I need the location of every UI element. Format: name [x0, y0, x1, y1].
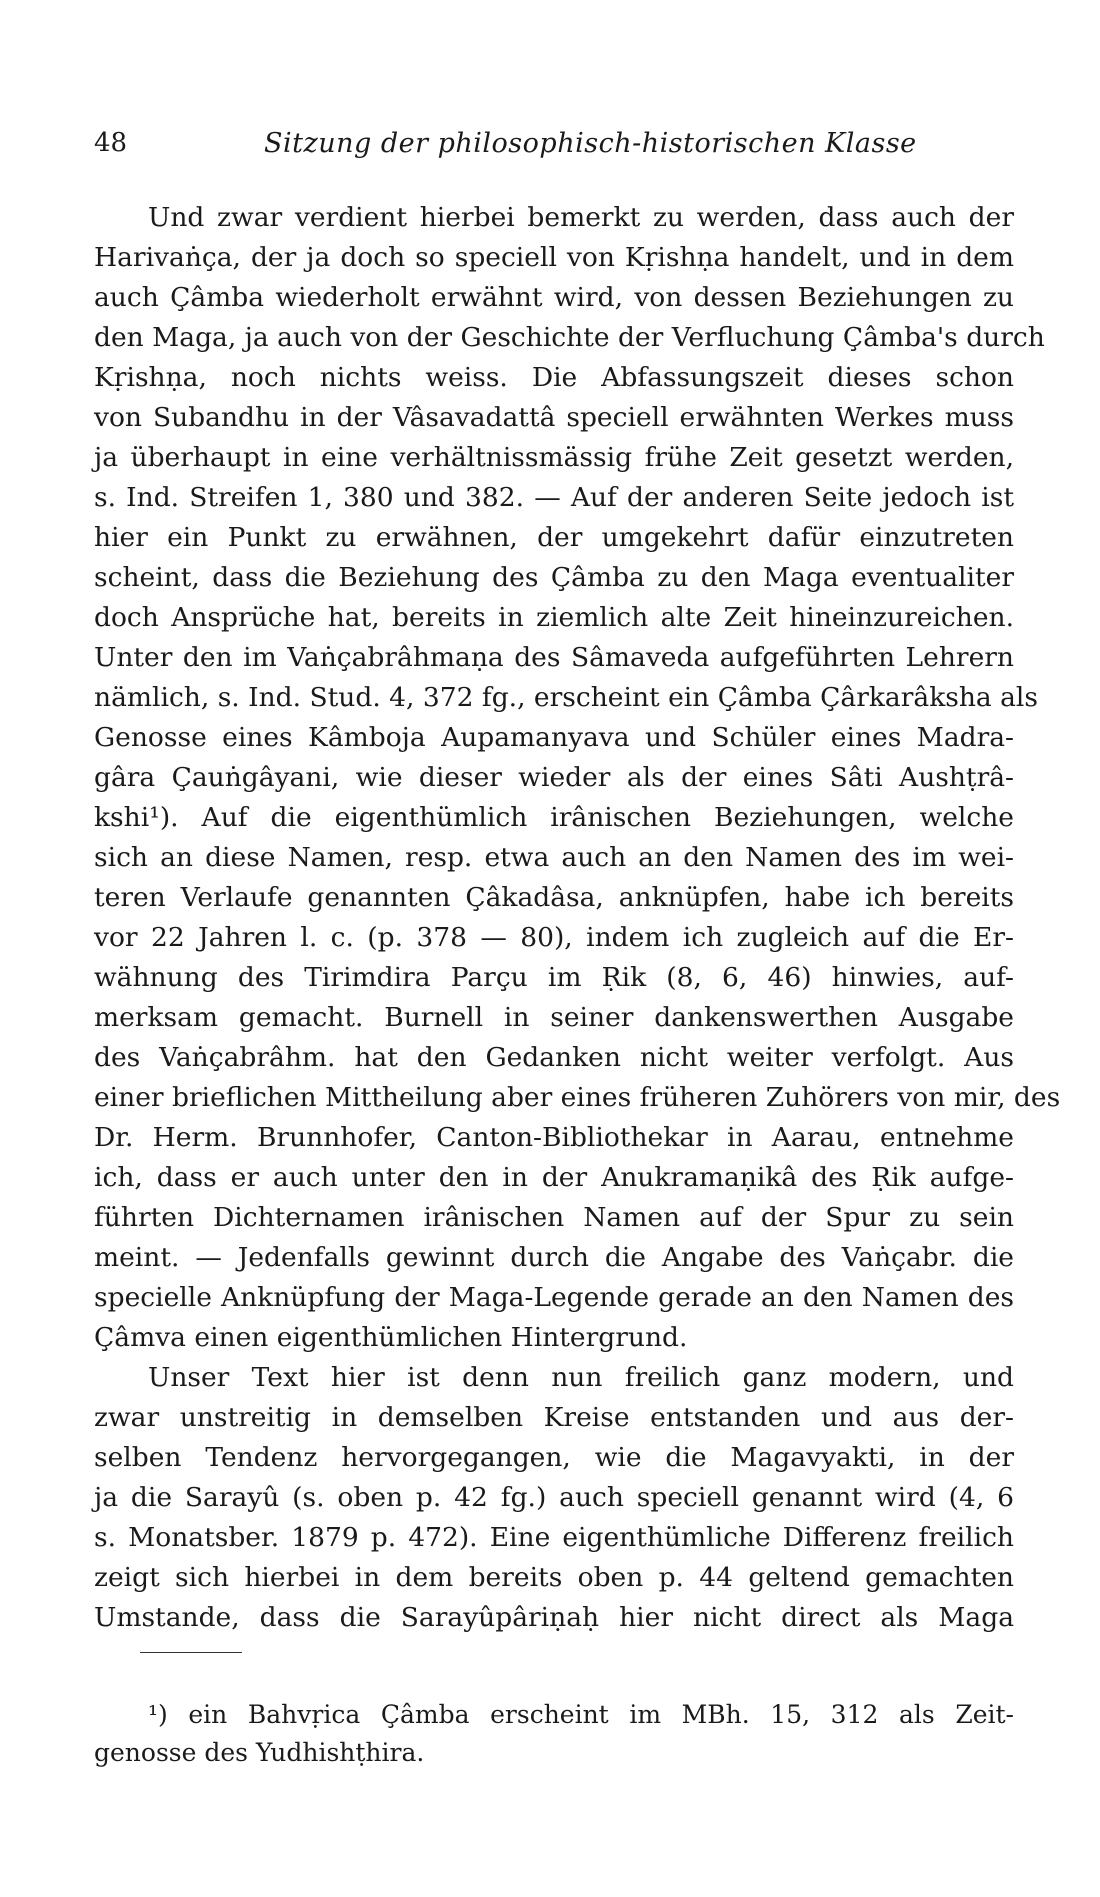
body-text	[94, 198, 1061, 1638]
text-line: Çâmva einen eigenthümlichen Hintergrund.	[94, 1322, 688, 1353]
text-line: teren Verlaufe genannten Çâkadâsa, anknüpfen, habe ich bereits	[94, 882, 1014, 913]
footnote-rule	[140, 1652, 242, 1653]
text-line: doch Ansprüche hat, bereits in ziemlich alte Zeit hineinzureichen.	[94, 602, 1014, 633]
footnote-line: genosse des Yudhishṭhira.	[94, 1738, 425, 1767]
text-line: den Maga, ja auch von der Geschichte der Verfluchung Çâmba's durch	[94, 322, 1045, 353]
text-line: auch Çâmba wiederholt erwähnt wird, von dessen Beziehungen zu	[94, 282, 1014, 313]
footnote-line: ¹) ein Bahvṛica Çâmba erscheint im MBh. 15, 312 als Zeit-	[148, 1700, 1014, 1729]
text-line: specielle Anknüpfung der Maga-Legende gerade an den Namen des	[94, 1282, 1014, 1313]
text-line: Genosse eines Kâmboja Aupamanyava und Schüler eines Madra-	[94, 722, 1014, 753]
text-line: hier ein Punkt zu erwähnen, der umgekehrt dafür einzutreten	[94, 522, 1014, 553]
text-line: kshi¹). Auf die eigenthümlich irânischen Beziehungen, welche	[94, 802, 1014, 833]
text-line: des Vaṅçabrâhm. hat den Gedanken nicht weiter verfolgt. Aus	[94, 1042, 1014, 1073]
text-line: zeigt sich hierbei in dem bereits oben p. 44 geltend gemachten	[94, 1562, 1014, 1593]
text-line: s. Ind. Streifen 1, 380 und 382. — Auf der anderen Seite jedoch ist	[94, 482, 1014, 513]
text-line: meint. — Jedenfalls gewinnt durch die Angabe des Vaṅçabr. die	[94, 1242, 1014, 1273]
text-line: Unter den im Vaṅçabrâhmaṇa des Sâmaveda aufgeführten Lehrern	[94, 642, 1014, 673]
text-line: einer brieflichen Mittheilung aber eines früheren Zuhörers von mir, des	[94, 1082, 1061, 1113]
footnotes	[94, 1696, 1014, 1772]
running-head: Sitzung der philosophisch-historischen Klasse	[264, 128, 917, 159]
page-header	[94, 128, 1014, 168]
text-line: Und zwar verdient hierbei bemerkt zu werden, dass auch der	[148, 202, 1014, 233]
text-line: führten Dichternamen irânischen Namen auf der Spur zu sein	[94, 1202, 1014, 1233]
text-line: Unser Text hier ist denn nun freilich ganz modern, und	[148, 1362, 1014, 1393]
text-line: nämlich, s. Ind. Stud. 4, 372 fg., erscheint ein Çâmba Çârkarâksha als	[94, 682, 1039, 713]
text-line: gâra Çauṅgâyani, wie dieser wieder als der eines Sâti Aushṭrâ-	[94, 762, 1014, 793]
text-line: zwar unstreitig in demselben Kreise entstanden und aus der-	[94, 1402, 1014, 1433]
text-line: Umstande, dass die Sarayûpâriṇaḥ hier nicht direct als Maga	[94, 1602, 1014, 1633]
text-line: vor 22 Jahren l. c. (p. 378 — 80), indem ich zugleich auf die Er-	[94, 922, 1014, 953]
text-line: ja überhaupt in eine verhältnissmässig frühe Zeit gesetzt werden,	[94, 442, 1014, 473]
text-line: scheint, dass die Beziehung des Çâmba zu den Maga eventualiter	[94, 562, 1014, 593]
page-number: 48	[94, 128, 128, 158]
text-line: s. Monatsber. 1879 p. 472). Eine eigenthümliche Differenz freilich	[94, 1522, 1014, 1553]
text-line: wähnung des Tirimdira Parçu im Ṛik (8, 6, 46) hinwies, auf-	[94, 962, 1014, 993]
text-line: von Subandhu in der Vâsavadattâ speciell erwähnten Werkes muss	[94, 402, 1014, 433]
text-line: Kṛishṇa, noch nichts weiss. Die Abfassungszeit dieses schon	[94, 362, 1014, 393]
text-line: sich an diese Namen, resp. etwa auch an den Namen des im wei-	[94, 842, 1014, 873]
text-line: selben Tendenz hervorgegangen, wie die Magavyakti, in der	[94, 1442, 1014, 1473]
text-line: ja die Sarayû (s. oben p. 42 fg.) auch speciell genannt wird (4, 6	[94, 1482, 1014, 1513]
text-line: Harivaṅça, der ja doch so speciell von Kṛishṇa handelt, und in dem	[94, 242, 1014, 273]
text-line: Dr. Herm. Brunnhofer, Canton-Bibliothekar in Aarau, entnehme	[94, 1122, 1014, 1153]
text-line: merksam gemacht. Burnell in seiner dankenswerthen Ausgabe	[94, 1002, 1014, 1033]
text-line: ich, dass er auch unter den in der Anukramaṇikâ des Ṛik aufge-	[94, 1162, 1014, 1193]
